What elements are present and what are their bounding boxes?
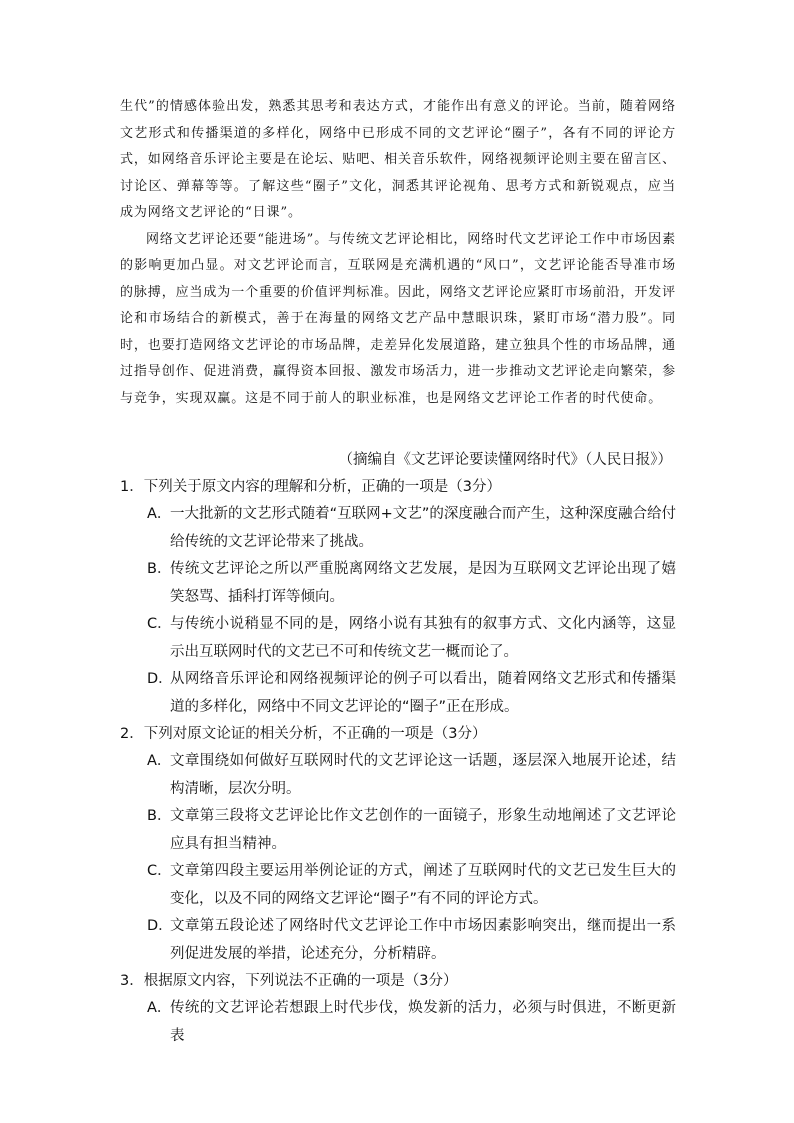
answer-option — [120, 858, 676, 913]
question-item — [120, 968, 676, 1050]
option-letter: C． — [147, 616, 172, 632]
question-list — [120, 474, 676, 1050]
passage-paragraph: 生代”的情感体验出发，熟悉其思考和表达方式，才能作出有意义的评论。当前，随着网络文艺形式和传播渠道的多样化，网络中已形成不同的文艺评论“圈子”，各有不同的评论方式，如网络音乐评论主要是在论坛、贴吧、相关音乐软件，网络视频评论则主要在留言区、讨论区、弹幕等等。了解这些“圈子”文化，洞悉其评论视角、思考方式和新锐观点，应当成为网络文艺评论的“日课”。 — [120, 99, 677, 220]
question-text: 根据原文内容，下列说法不正确的一项是（3分） — [143, 973, 458, 989]
answer-option — [120, 501, 676, 556]
option-text: 传统的文艺评论若想跟上时代步伐，焕发新的活力，必须与时俱进，不断更新表 — [170, 1000, 676, 1044]
option-text: 传统文艺评论之所以严重脱离网络文艺发展，是因为互联网文艺评论出现了嬉笑怒骂、插科打诨等倾向。 — [170, 561, 676, 605]
answer-option — [120, 803, 676, 858]
question-stem — [120, 721, 676, 748]
question-item — [120, 721, 676, 968]
option-letter: B． — [147, 561, 172, 577]
option-letter: B． — [147, 808, 172, 824]
option-text: 文章第四段主要运用举例论证的方式，阐述了互联网时代的文艺已发生巨大的变化，以及不同的网络文艺评论“圈子”有不同的评论方式。 — [170, 863, 676, 907]
option-letter: A． — [147, 506, 172, 522]
option-letter: A． — [147, 753, 172, 769]
passage-paragraph: 网络文艺评论还要“能进场”。与传统文艺评论相比，网络时代文艺评论工作中市场因素的影响更加凸显。对文艺评论而言，互联网是充满机遇的“风口”，文艺评论能否导准市场的脉搏，应当成为一个重要的价值评判标准。因此，网络文艺评论应紧盯市场前沿，开发评论和市场结合的新模式，善于在海量的网络文艺产品中慧眼识珠，紧盯市场“潜力股”。同时，也要打造网络文艺评论的市场品牌，走差异化发展道路，建立独具个性的市场品牌，通过指导创作、促进消费，赢得资本回报、激发市场活力，进一步推动文艺评论走向繁荣，参与竞争，实现双赢。这是不同于前人的职业标准，也是网络文艺评论工作者的时代使命。 — [120, 231, 677, 406]
option-letter: A． — [147, 1000, 172, 1016]
option-letter: C． — [147, 863, 172, 879]
question-text: 下列关于原文内容的理解和分析，正确的一项是（3分） — [143, 479, 501, 495]
option-text: 与传统小说稍显不同的是，网络小说有其独有的叙事方式、文化内涵等，这显示出互联网时代的文艺已不可和传统文艺一概而论了。 — [170, 616, 676, 660]
question-item — [120, 474, 676, 721]
article-passage — [120, 94, 676, 412]
question-text: 下列对原文论证的相关分析，不正确的一项是（3分） — [143, 726, 487, 742]
answer-option — [120, 748, 676, 803]
option-text: 一大批新的文艺形式随着“互联网+文艺”的深度融合而产生，这种深度融合给付给传统的文艺评论带来了挑战。 — [170, 506, 676, 550]
question-number: 1． — [120, 479, 144, 495]
option-letter: D． — [147, 671, 173, 687]
answer-option — [120, 666, 676, 721]
option-text: 文章第三段将文艺评论比作文艺创作的一面镜子，形象生动地阐述了文艺评论应具有担当精神。 — [170, 808, 676, 852]
question-stem — [120, 474, 676, 501]
option-text: 文章围绕如何做好互联网时代的文艺评论这一话题，逐层深入地展开论述，结构清晰，层次分明。 — [170, 753, 676, 797]
question-number: 2． — [120, 726, 144, 742]
source-citation: （摘编自《文艺评论要读懂网络时代》（人民日报》） — [338, 452, 672, 468]
question-stem — [120, 968, 676, 995]
answer-option — [120, 913, 676, 968]
answer-option — [120, 995, 676, 1050]
question-number: 3． — [120, 973, 144, 989]
option-letter: D． — [147, 918, 173, 934]
answer-option — [120, 556, 676, 611]
option-text: 文章第五段论述了网络时代文艺评论工作中市场因素影响突出，继而提出一系列促进发展的举措，论述充分，分析精辟。 — [170, 918, 676, 962]
option-text: 从网络音乐评论和网络视频评论的例子可以看出，随着网络文艺形式和传播渠道的多样化，网络中不同文艺评论的“圈子”正在形成。 — [170, 671, 676, 715]
answer-option — [120, 611, 676, 666]
